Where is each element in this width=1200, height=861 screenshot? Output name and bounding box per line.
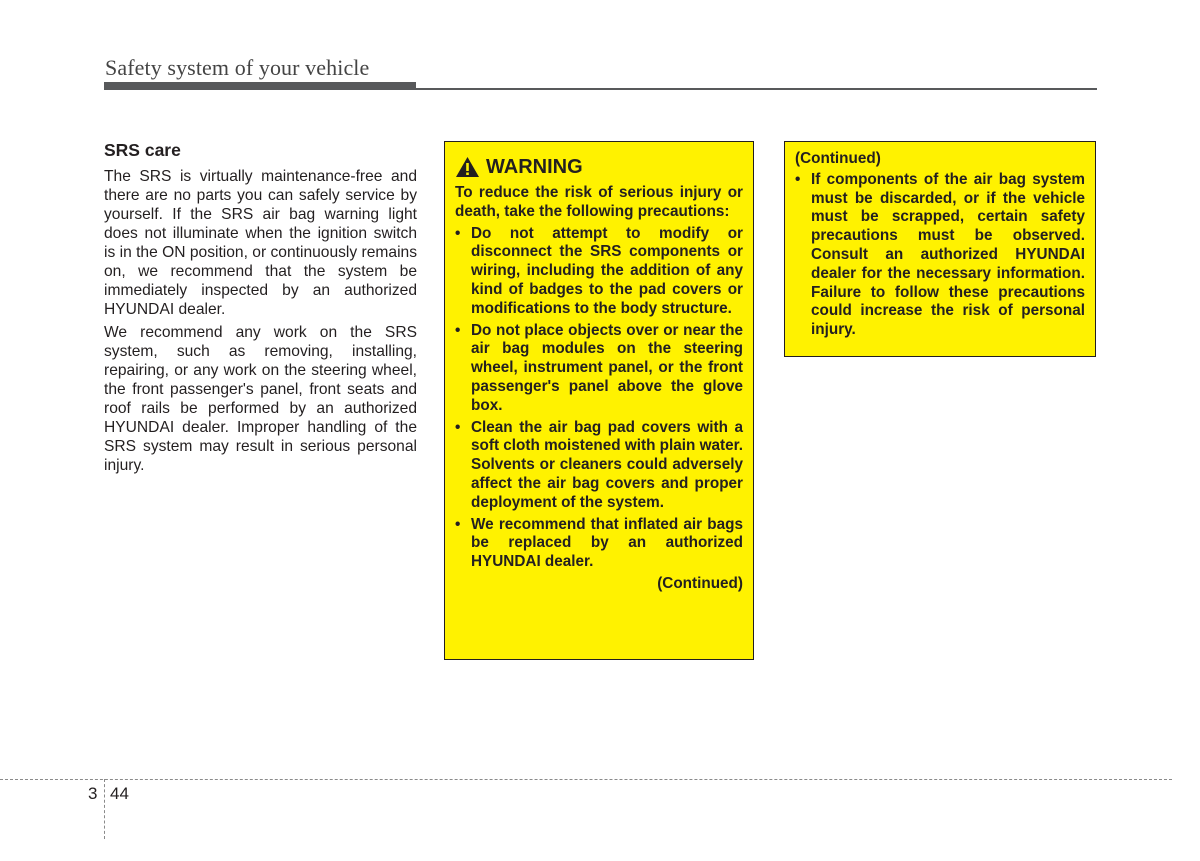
- warning-bullet: [455, 225, 743, 319]
- page-number: 44: [110, 784, 129, 803]
- warning-bullet-text: Clean the air bag pad covers with a soft cloth moistened with plain water. Solvents or cleaners could adversely affect the air bag covers and proper deployment of the system.: [471, 418, 743, 511]
- header-rule-thick: [104, 82, 416, 90]
- bullet-dot: •: [455, 224, 461, 242]
- body-paragraph-2: We recommend any work on the SRS system, such as removing, installing, repairing, or any work on the steering wheel, the front passenger's panel, front seats and roof rails be performed by an authorized HYUNDAI dealer. Improper handling of the SRS system may result in serious personal injury.: [104, 324, 417, 474]
- footer-divider: [104, 779, 105, 839]
- header-title: Safety system of your vehicle: [105, 55, 370, 80]
- footer-rule: [0, 779, 1172, 780]
- warning-bullet-text: Do not attempt to modify or disconnect the SRS components or wiring, including the addition of any kind of badges to the pad covers or modifications to the body structure.: [471, 224, 743, 317]
- warning-title: WARNING: [486, 156, 583, 178]
- warning-bullet: [455, 419, 743, 513]
- continued-box-label: (Continued): [795, 150, 881, 167]
- section-heading: SRS care: [104, 140, 181, 160]
- srs-care-section: [104, 139, 417, 479]
- warning-triangle-icon: [455, 156, 480, 178]
- bullet-dot: •: [455, 321, 461, 339]
- body-paragraph-1: The SRS is virtually maintenance-free and there are no parts you can safely service by yourself. If the SRS air bag warning light does not illuminate when the ignition switch is in the ON position, or continuously remains on, we recommend that the system be immediately inspected by an authorized HYUNDAI dealer.: [104, 168, 417, 318]
- warning-header: [455, 154, 743, 180]
- warning-bullet: [455, 516, 743, 572]
- warning-bullet: [455, 322, 743, 416]
- bullet-dot: •: [455, 515, 461, 533]
- warning-intro: To reduce the risk of serious injury or death, take the following precautions:: [455, 184, 743, 220]
- warning-bullet-text: Do not place objects over or near the air bag modules on the steering wheel, instrument panel, or the front passenger's panel above the glove box.: [471, 321, 743, 414]
- continued-bullet-list: [795, 171, 1085, 340]
- continued-bullet-text: If components of the air bag system must be discarded, or if the vehicle must be scrapped, certain safety precautions must be observed. Consult an authorized HYUNDAI dealer for the necessary information. Failure to follow these precautions could increase the risk of personal injury.: [811, 170, 1085, 339]
- bullet-dot: •: [795, 170, 801, 188]
- continued-bullet: [795, 171, 1085, 340]
- continued-label: (Continued): [657, 574, 743, 592]
- warning-box: [444, 141, 754, 660]
- warning-bullet-list: [455, 225, 743, 572]
- warning-bullet-text: We recommend that inflated air bags be replaced by an authorized HYUNDAI dealer.: [471, 515, 743, 571]
- bullet-dot: •: [455, 418, 461, 436]
- chapter-number: 3: [88, 784, 98, 803]
- continued-box: [784, 141, 1096, 357]
- header-rule-thin: [416, 88, 1097, 90]
